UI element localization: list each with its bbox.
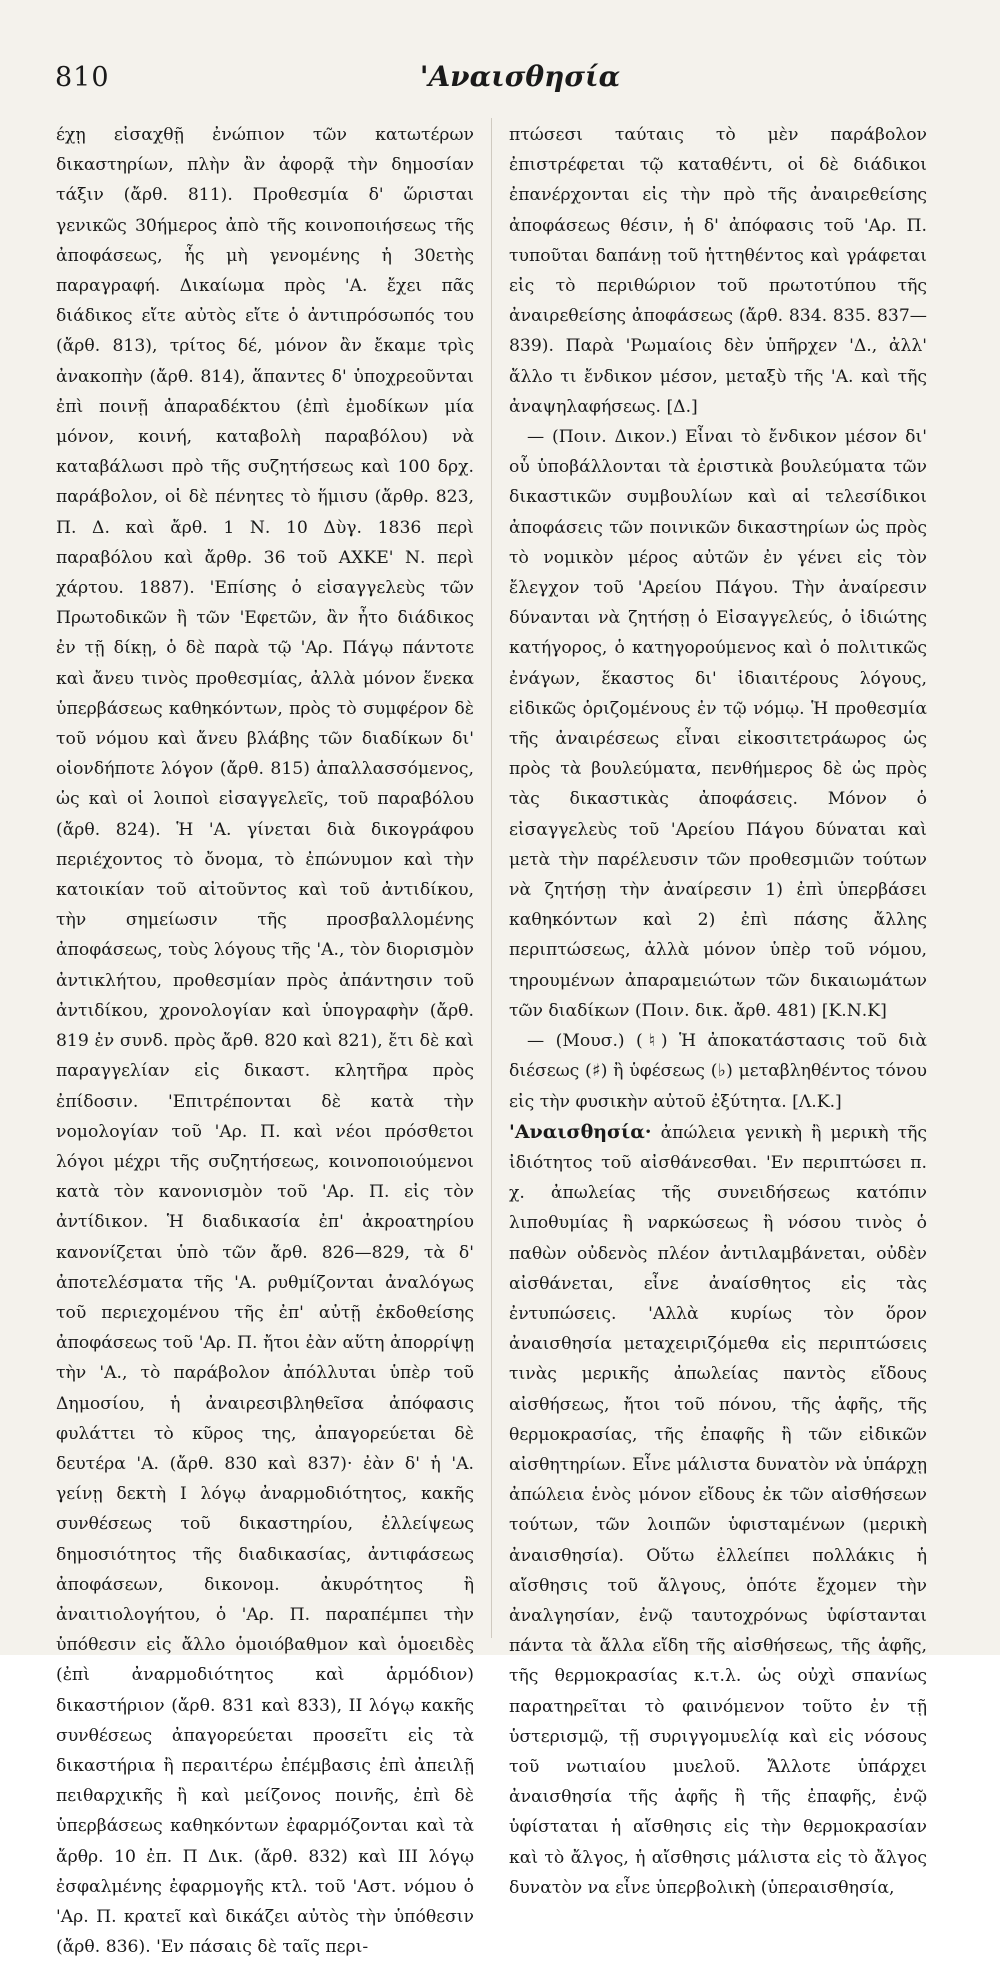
entry-paragraph	[509, 1117, 927, 1903]
right-paragraph-1: πτώσεσι ταύταις τὸ μὲν παράβολον ἐπιστρέφεται τῷ καταθέντι, οἱ δὲ διάδικοι ἐπανέρχονται εἰς τὴν πρὸ τῆς ἀναιρεθείσης ἀποφάσεως θέσιν, ἡ δ' ἀπόφασις τοῦ 'Αρ. Π. τυποῦται δαπάνῃ τοῦ ἡττηθέντος καὶ γράφεται εἰς τὸ περιθώριον τοῦ πρωτοτύπου τῆς ἀναιρεθείσης ἀποφάσεως (ἄρθ. 834. 835. 837—839). Παρὰ 'Ρωμαίοις δὲν ὑπῆρχεν 'Δ., ἀλλ' ἄλλο τι ἔνδικον μέσον, μεταξὺ τῆς 'Α. καὶ τῆς ἀναψηλαφήσεως. [Δ.]	[509, 125, 927, 417]
left-column	[56, 120, 474, 1958]
right-column	[509, 120, 927, 1898]
page-number: 810	[55, 62, 110, 93]
entry-headword: 'Αναισθησία·	[509, 1120, 652, 1143]
right-paragraph-3: — (Μουσ.) (♮) Ἡ ἀποκατάστασις τοῦ διὰ διέσεως (♯) ἢ ὑφέσεως (♭) μεταβληθέντος τόνου εἰς τὴν φυσικὴν αὐτοῦ ἐξύτητα. [Λ.Κ.]	[509, 1031, 927, 1112]
running-head: 'Αναισθησία	[419, 60, 621, 93]
right-paragraph-2: — (Ποιν. Δικον.) Εἶναι τὸ ἔνδικον μέσον δι' οὗ ὑποβάλλονται τὰ ἐριστικὰ βουλεύματα τῶν δικαστικῶν συμβουλίων καὶ αἱ τελεσίδικοι ἀποφάσεις τῶν ποινικῶν δικαστηρίων ὡς πρὸς τὸ νομικὸν μέρος αὐτῶν ἐν γένει εἰς τὸν ἔλεγχον τοῦ 'Αρείου Πάγου. Τὴν ἀναίρεσιν δύνανται νὰ ζητήσῃ ὁ Εἰσαγγελεύς, ὁ ἰδιώτης κατήγορος, ὁ κατηγορούμενος καὶ ὁ πολιτικῶς ἐνάγων, ἕκαστος δι' ἰδιαιτέρους λόγους, εἰδικῶς ὁριζομένους ἐν τῷ νόμῳ. Ἡ προθεσμία τῆς ἀναιρέσεως εἶναι εἰκοσιτετράωρος ὡς πρὸς τὰ βουλεύματα, πενθήμερος δὲ ὡς πρὸς τὰς δικαστικὰς ἀποφάσεις. Μόνον ὁ εἰσαγγελεὺς τοῦ 'Αρείου Πάγου δύναται καὶ μετὰ τὴν παρέλευσιν τῶν προθεσμιῶν τούτων νὰ ζητήσῃ τὴν ἀναίρεσιν 1) ἐπὶ ὑπερβάσει καθηκόντων καὶ 2) ἐπὶ πάσης ἄλλης περιπτώσεως, ἀλλὰ μόνον ὑπὲρ τοῦ νόμου, τηρουμένων ἀπαραμειώτων τῶν δικαιωμάτων τῶν διαδίκων (Ποιν. δικ. ἄρθ. 481) [Κ.Ν.Κ]	[509, 427, 927, 1021]
left-paragraph: έχῃ εἰσαχθῇ ἐνώπιον τῶν κατωτέρων δικαστηρίων, πλὴν ἂν ἀφορᾷ τὴν δημοσίαν τάξιν (ἄρθ. 811). Προθεσμία δ' ὥρισται γενικῶς 30ήμερος ἀπὸ τῆς κοινοποιήσεως τῆς ἀποφάσεως, ἧς μὴ γενομένης ἡ 30ετὴς παραγραφή. Δικαίωμα πρὸς 'Α. ἔχει πᾶς διάδικος εἴτε αὐτὸς εἴτε ὁ ἀντιπρόσωπός του (ἄρθ. 813), τρίτος δέ, μόνον ἂν ἔκαμε τρὶς ἀνακοπὴν (ἄρθ. 814), ἅπαντες δ' ὑποχρεοῦνται ἐπὶ ποινῇ ἀπαραδέκτου (ἐπὶ ἐμοδίκων μία μόνον, κοινή, καταβολὴ παραβόλου) νὰ καταβάλωσι πρὸ τῆς συζητήσεως καὶ 100 δρχ. παράβολον, οἱ δὲ πένητες τὸ ἥμισυ (ἄρθρ. 823, Π. Δ. καὶ ἄρθ. 1 Ν. 10 Δὺγ. 1836 περὶ παραβόλου καὶ ἄρθρ. 36 τοῦ ΑΧΚΕ' Ν. περὶ χάρτου. 1887). 'Επίσης ὁ εἰσαγγελεὺς τῶν Πρωτοδικῶν ἢ τῶν 'Εφετῶν, ἂν ἦτο διάδικος ἐν τῇ δίκῃ, ὁ δὲ παρὰ τῷ 'Αρ. Πάγῳ πάντοτε καὶ ἄνευ τινὸς προθεσμίας, ἀλλὰ μόνον ἕνεκα ὑπερβάσεως καθηκόντων, πρὸς τὸ συμφέρον δὲ τοῦ νόμου καὶ ἄνευ βλάβης τῶν διαδίκων δι' οἱονδήποτε λόγον (ἄρθ. 815) ἀπαλλασσόμενος, ὡς καὶ οἱ λοιποὶ εἰσαγγελεῖς, τοῦ παραβόλου (ἄρθ. 824). Ἡ 'Α. γίνεται διὰ δικογράφου περιέχοντος τὸ ὄνομα, τὸ ἐπώνυμον καὶ τὴν κατοικίαν τοῦ αἰτοῦντος καὶ τοῦ ἀντιδίκου, τὴν σημείωσιν τῆς προσβαλλομένης ἀποφάσεως, τοὺς λόγους τῆς 'Α., τὸν διορισμὸν ἀντικλήτου, προθεσμίαν πρὸς ἀπάντησιν τοῦ ἀντιδίκου, χρονολογίαν καὶ ὑπογραφὴν (ἄρθ. 819 ἐν συνδ. πρὸς ἄρθ. 820 καὶ 821), ἔτι δὲ καὶ παραγγελίαν εἰς δικαστ. κλητῆρα πρὸς ἐπίδοσιν. 'Επιτρέπονται δὲ κατὰ τὴν νομολογίαν τοῦ 'Αρ. Π. καὶ νέοι πρόσθετοι λόγοι μέχρι τῆς συζητήσεως, κοινοποιούμενοι κατὰ τὸν κανονισμὸν τοῦ 'Αρ. Π. εἰς τὸν ἀντίδικον. Ἡ διαδικασία ἐπ' ἀκροατηρίου κανονίζεται ὑπὸ τῶν ἄρθ. 826—829, τὰ δ' ἀποτελέσματα τῆς 'Α. ρυθμίζονται ἀναλόγως τοῦ περιεχομένου τῆς ἐπ' αὐτῇ ἐκδοθείσης ἀποφάσεως τοῦ 'Αρ. Π. ἤτοι ἐὰν αὕτη ἀπορρίψῃ τὴν 'Α., τὸ παράβολον ἀπόλλυται ὑπὲρ τοῦ Δημοσίου, ἡ ἀναιρεσιβληθεῖσα ἀπόφασις φυλάττει τὸ κῦρος της, ἀπαγορεύεται δὲ δευτέρα 'Α. (ἄρθ. 830 καὶ 837)· ἐὰν δ' ἡ 'Α. γείνῃ δεκτὴ Ι λόγῳ ἀναρμοδιότητος, κακῆς συνθέσεως τοῦ δικαστηρίου, ἐλλείψεως δημοσιότητος τῆς διαδικασίας, ἀντιφάσεως ἀποφάσεων, δικονομ. ἀκυρότητος ἢ ἀναιτιολογήτου, ὁ 'Αρ. Π. παραπέμπει τὴν ὑπόθεσιν εἰς ἄλλο ὁμοιόβαθμον καὶ ὁμοειδὲς (ἐπὶ ἀναρμοδιότητος καὶ ἁρμόδιον) δικαστήριον (ἄρθ. 831 καὶ 833), ΙΙ λόγῳ κακῆς συνθέσεως ἀπαγορεύεται προσεῖτι εἰς τὰ δικαστήρια ἢ περαιτέρω ἐπέμβασις ἐπὶ ἀπειλῇ πειθαρχικῆς ἢ καὶ μείζονος ποινῆς, ἐπὶ δὲ ὑπερβάσεως καθηκόντων ἐφαρμόζονται καὶ τὰ ἄρθρ. 10 ἐπ. Π Δικ. (ἄρθ. 832) καὶ ΙΙΙ λόγῳ ἐσφαλμένης ἐφαρμογῆς κτλ. τοῦ 'Αστ. νόμου ὁ 'Αρ. Π. κρατεῖ καὶ δικάζει αὐτὸς τὴν ὑπόθεσιν (ἄρθ. 836). 'Εν πάσαις δὲ ταῖς περι-	[56, 125, 474, 1958]
column-divider	[491, 118, 492, 1638]
entry-text: ἀπώλεια γενικὴ ἢ μερικὴ τῆς ἰδιότητος τοῦ αἰσθάνεσθαι. 'Εν περιπτώσει π. χ. ἀπωλείας τῆς συνειδήσεως κατόπιν λιποθυμίας ἢ ναρκώσεως ἢ νόσου τινὸς ὁ παθὼν οὐδενὸς πλέον ἀντιλαμβάνεται, οὐδὲν αἰσθάνεται, εἶνε ἀναίσθητος εἰς τὰς ἐντυπώσεις. 'Αλλὰ κυρίως τὸν ὅρον ἀναισθησία μεταχειριζόμεθα εἰς περιπτώσεις τινὰς μερικῆς ἀπωλείας παντὸς εἴδους αἰσθήσεως, ἤτοι τοῦ πόνου, τῆς ἁφῆς, τῆς θερμοκρασίας, τῆς ἐπαφῆς ἢ τῶν εἰδικῶν αἰσθητηρίων. Εἶνε μάλιστα δυνατὸν νὰ ὑπάρχῃ ἀπώλεια ἑνὸς μόνον εἴδους ἐκ τῶν αἰσθήσεων τούτων, τῶν λοιπῶν ὑφισταμένων (μερικὴ ἀναισθησία). Οὕτω ἐλλείπει πολλάκις ἡ αἴσθησις τοῦ ἄλγους, ὁπότε ἔχομεν τὴν ἀναλγησίαν, ἐνῷ ταυτοχρόνως ὑφίστανται πάντα τὰ ἄλλα εἴδη τῆς αἰσθήσεως, τῆς ἁφῆς, τῆς θερμοκρασίας κ.τ.λ. ὡς οὐχὶ σπανίως παρατηρεῖται τὸ φαινόμενον τοῦτο ἐν τῇ ὑστερισμῷ, τῇ συριγγομυελίᾳ καὶ εἰς νόσους τοῦ νωτιαίου μυελοῦ. Ἄλλοτε ὑπάρχει ἀναισθησία τῆς ἁφῆς ἢ τῆς ἐπαφῆς, ἐνῷ ὑφίσταται ἡ αἴσθησις εἰς τὴν θερμοκρασίαν καὶ τὸ ἄλγος, ἡ αἴσθησις μάλιστα εἰς τὸ ἄλγος δυνατὸν να εἶνε ὑπερβολικὴ (ὑπεραισθησία,	[509, 1122, 927, 1898]
